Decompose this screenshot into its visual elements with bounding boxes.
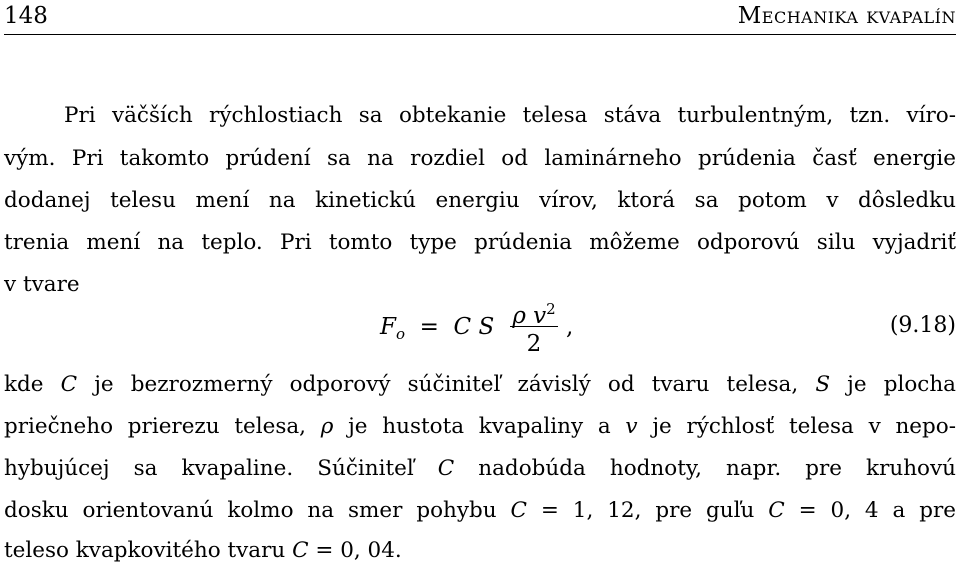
math-symbol: ρ xyxy=(320,414,334,439)
equation-comma: , xyxy=(566,314,574,340)
running-head xyxy=(4,2,956,30)
text-run: hybujúcej sa kvapaline. Súčiniteľ xyxy=(4,456,438,481)
text-run: priečneho prierezu telesa, xyxy=(4,414,321,439)
text-run: = 0, 04. xyxy=(308,538,402,563)
chapter-title: Mechanika kvapalín xyxy=(737,3,956,29)
paragraph-line xyxy=(4,536,956,566)
math-symbol: v xyxy=(625,414,638,439)
math-symbol: C xyxy=(768,498,785,523)
text-run: je hustota kvapaliny a xyxy=(333,414,626,439)
equals-sign: = xyxy=(419,314,439,340)
text-run: = 0, 4 a pre xyxy=(784,498,956,523)
text-run: je bezrozmerný odporový súčiniteľ závislý od tvaru telesa, xyxy=(77,372,816,397)
paragraph-line xyxy=(4,496,956,526)
math-symbol: C xyxy=(437,456,455,481)
text-run: teleso kvapkovitého tvaru xyxy=(4,538,293,563)
math-symbol: S xyxy=(815,372,831,397)
text-run: je plocha xyxy=(830,372,956,397)
text-run: dosku orientovanú kolmo na smer pohybu xyxy=(4,498,511,523)
fraction xyxy=(510,294,558,359)
text-run: nadobúda hodnoty, napr. pre kruhovú xyxy=(454,456,956,481)
text-run: je rýchlosť telesa v nepo- xyxy=(637,414,957,439)
math-symbol: C xyxy=(510,498,527,523)
text-run: = 1, 12, pre guľu xyxy=(526,498,769,523)
paragraph-line: Pri väčších rýchlostiach sa obtekanie telesa stáva turbulentným, tzn. víro- xyxy=(64,103,956,128)
page-number: 148 xyxy=(4,3,48,29)
math-symbol: C xyxy=(60,372,78,397)
paragraph-line xyxy=(4,454,956,484)
numerator-power: 2 xyxy=(546,300,556,318)
paragraph-line: v tvare xyxy=(4,272,80,297)
equation-left-side xyxy=(380,314,494,343)
paragraph-line xyxy=(4,370,956,400)
paragraph-line xyxy=(4,412,956,442)
text-run: kde xyxy=(4,372,61,397)
fraction-denominator: 2 xyxy=(526,331,542,357)
force-subscript: o xyxy=(395,325,405,343)
paragraph-line: trenia mení na teplo. Pri tomto type prúdenia môžeme odporovú silu vyjadriť xyxy=(4,230,956,255)
paragraph-line: vým. Pri takomto prúdení sa na rozdiel od laminárneho prúdenia časť energie xyxy=(4,146,956,171)
force-symbol: F xyxy=(380,314,396,340)
coefficient-terms: C S xyxy=(453,314,495,340)
equation-number: (9.18) xyxy=(889,313,956,338)
numerator-symbols: ρ v xyxy=(512,303,547,329)
header-rule xyxy=(4,34,956,35)
fraction-numerator xyxy=(510,294,558,329)
paragraph-line: dodanej telesu mení na kinetickú energiu vírov, ktorá sa potom v dôsledku xyxy=(4,188,956,213)
math-symbol: C xyxy=(292,538,309,563)
